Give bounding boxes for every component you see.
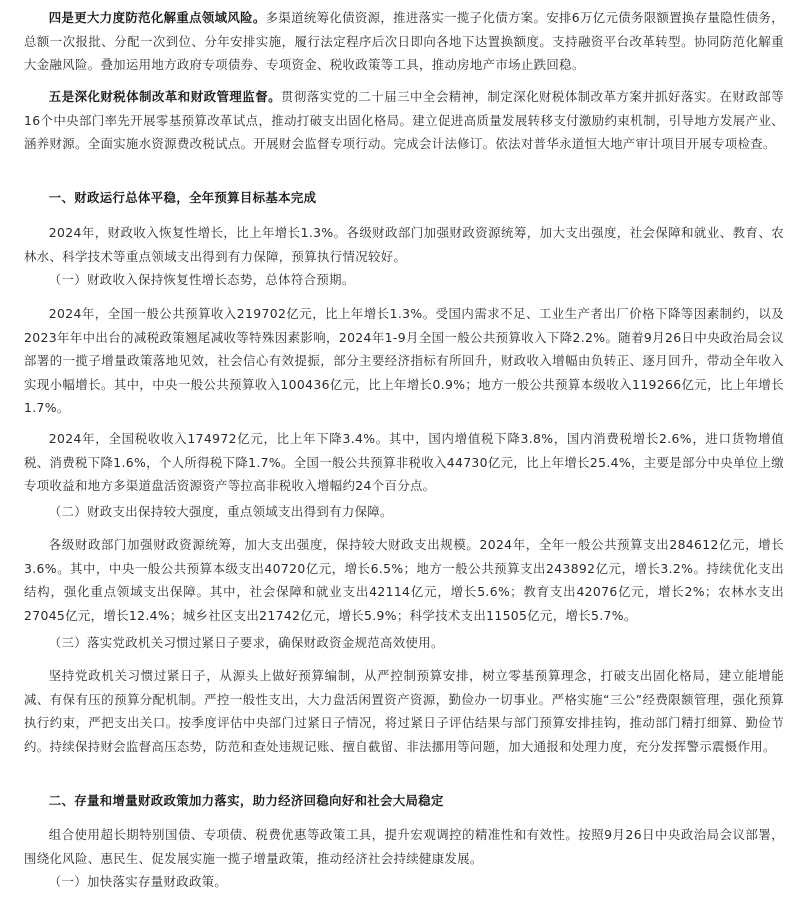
paragraph-expenditure: 各级财政部门加强财政资源统筹，加大支出强度，保持较大财政支出规模。2024年，全年一般公共预算支出284612亿元，增长3.6%。其中，中央一般公共预算本级支出40720亿元，增长6.5%；地方一般公共预算支出243892亿元，增长3.2%。持续优化支出结构，强化重点领域支出保障。其中，社会保障和就业支出42114亿元，增长5.6%；教育支出42076亿元，增长2%；农林水支出27045亿元，增长12.4%；城乡社区支出21742亿元，增长5.9%；科学技术支出11505亿元，增长5.7%。 [24, 537, 784, 623]
subsection-heading-1: （一）财政收入保持恢复性增长态势，总体符合预期。 [48, 272, 355, 287]
subsection-heading-2: （二）财政支出保持较大强度，重点领域支出得到有力保障。 [48, 504, 393, 519]
paragraph-overview: 2024年，财政收入恢复性增长，比上年增长1.3%。各级财政部门加强财政资源统筹，加大支出强度，社会保障和就业、教育、农林水、科学技术等重点领域支出得到有力保障，预算执行情况较好。 [24, 225, 784, 264]
section-heading-1: 一、财政运行总体平稳，全年预算目标基本完成 [48, 190, 317, 205]
subsection-heading-3: （三）落实党政机关习惯过紧日子要求，确保财政资金规范高效使用。 [48, 635, 444, 650]
subsection-heading-4: （一）加快落实存量财政政策。 [48, 874, 228, 889]
paragraph-austerity: 坚持党政机关习惯过紧日子，从源头上做好预算编制，从严控制预算安排，树立零基预算理念，打破支出固化格局，建立能增能减、有保有压的预算分配机制。严控一般性支出，大力盘活闲置资产资源，勤俭办一切事业。严格实施“三公”经费限额管理，强化预算执行约束，严把支出关口。按季度评估中央部门过紧日子情况，将过紧日子评估结果与部门预算安排挂钩，推动部门精打细算、勤俭节约。持续保持财会监督高压态势，防范和查处违规记账、擅自截留、非法挪用等问题，加大通报和处理力度，充分发挥警示震慑作用。 [24, 668, 784, 754]
paragraph-tax-revenue: 2024年，全国税收收入174972亿元，比上年下降3.4%。其中，国内增值税下降3.8%，国内消费税增长2.6%，进口货物增值税、消费税下降1.6%，个人所得税下降1.7%。全国一般公共预算非税收入44730亿元，比上年增长25.4%，主要是部分中央单位上缴专项收益和地方多渠道盘活资源资产等拉高非税收入增幅约24个百分点。 [24, 431, 784, 493]
section-heading-2: 二、存量和增量财政政策加力落实，助力经济回稳向好和社会大局稳定 [48, 793, 444, 808]
paragraph-revenue: 2024年，全国一般公共预算收入219702亿元，比上年增长1.3%。受国内需求不足、工业生产者出厂价格下降等因素制约，以及2023年年中出台的减税政策翘尾减收等特殊因素影响，2024年1-9月全国一般公共预算收入下降2.2%。随着9月26日中央政治局会议部署的一揽子增量政策落地见效，社会信心有效提振，部分主要经济指标有所回升，财政收入增幅由负转正、逐月回升，带动全年收入实现小幅增长。其中，中央一般公共预算收入100436亿元，比上年增长0.9%；地方一般公共预算本级收入119266亿元，比上年增长1.7%。 [24, 306, 784, 415]
paragraph-lead: 五是深化财税体制改革和财政管理监督。 [48, 89, 282, 104]
paragraph-text: 多渠道统筹化债资源，推进落实一揽子化债方案。安排6万亿元债务限额置换存量隐性债务，总额一次报批、分配一次到位、分年安排实施，履行法定程序后次日即向各地下达置换额度。支持融资平台改革转型。协同防范化解重大金融风险。叠加运用地方政府专项债券、专项资金、税收政策等工具，推动房地产市场止跌回稳。 [24, 10, 785, 72]
paragraph-policy-tools: 组合使用超长期特别国债、专项债、税费优惠等政策工具，提升宏观调控的精准性和有效性。按照9月26日中央政治局会议部署，围绕化风险、惠民生、促发展实施一揽子增量政策，推动经济社会持续健康发展。 [24, 827, 784, 866]
paragraph-fiscal-reform [24, 85, 784, 156]
paragraph-lead: 四是更大力度防范化解重点领域风险。 [48, 10, 266, 25]
paragraph-text: 贯彻落实党的二十届三中全会精神，制定深化财税体制改革方案并抓好落实。在财政部等16个中央部门率先开展零基预算改革试点，推动打破支出固化格局。建立促进高质量发展转移支付激励约束机制，引导地方发展产业、涵养财源。全面实施水资源费改税试点。开展财会监督专项行动。完成会计法修订。依法对普华永道恒大地产审计项目开展专项检查。 [24, 89, 784, 151]
paragraph-risk-prevention [24, 6, 784, 77]
